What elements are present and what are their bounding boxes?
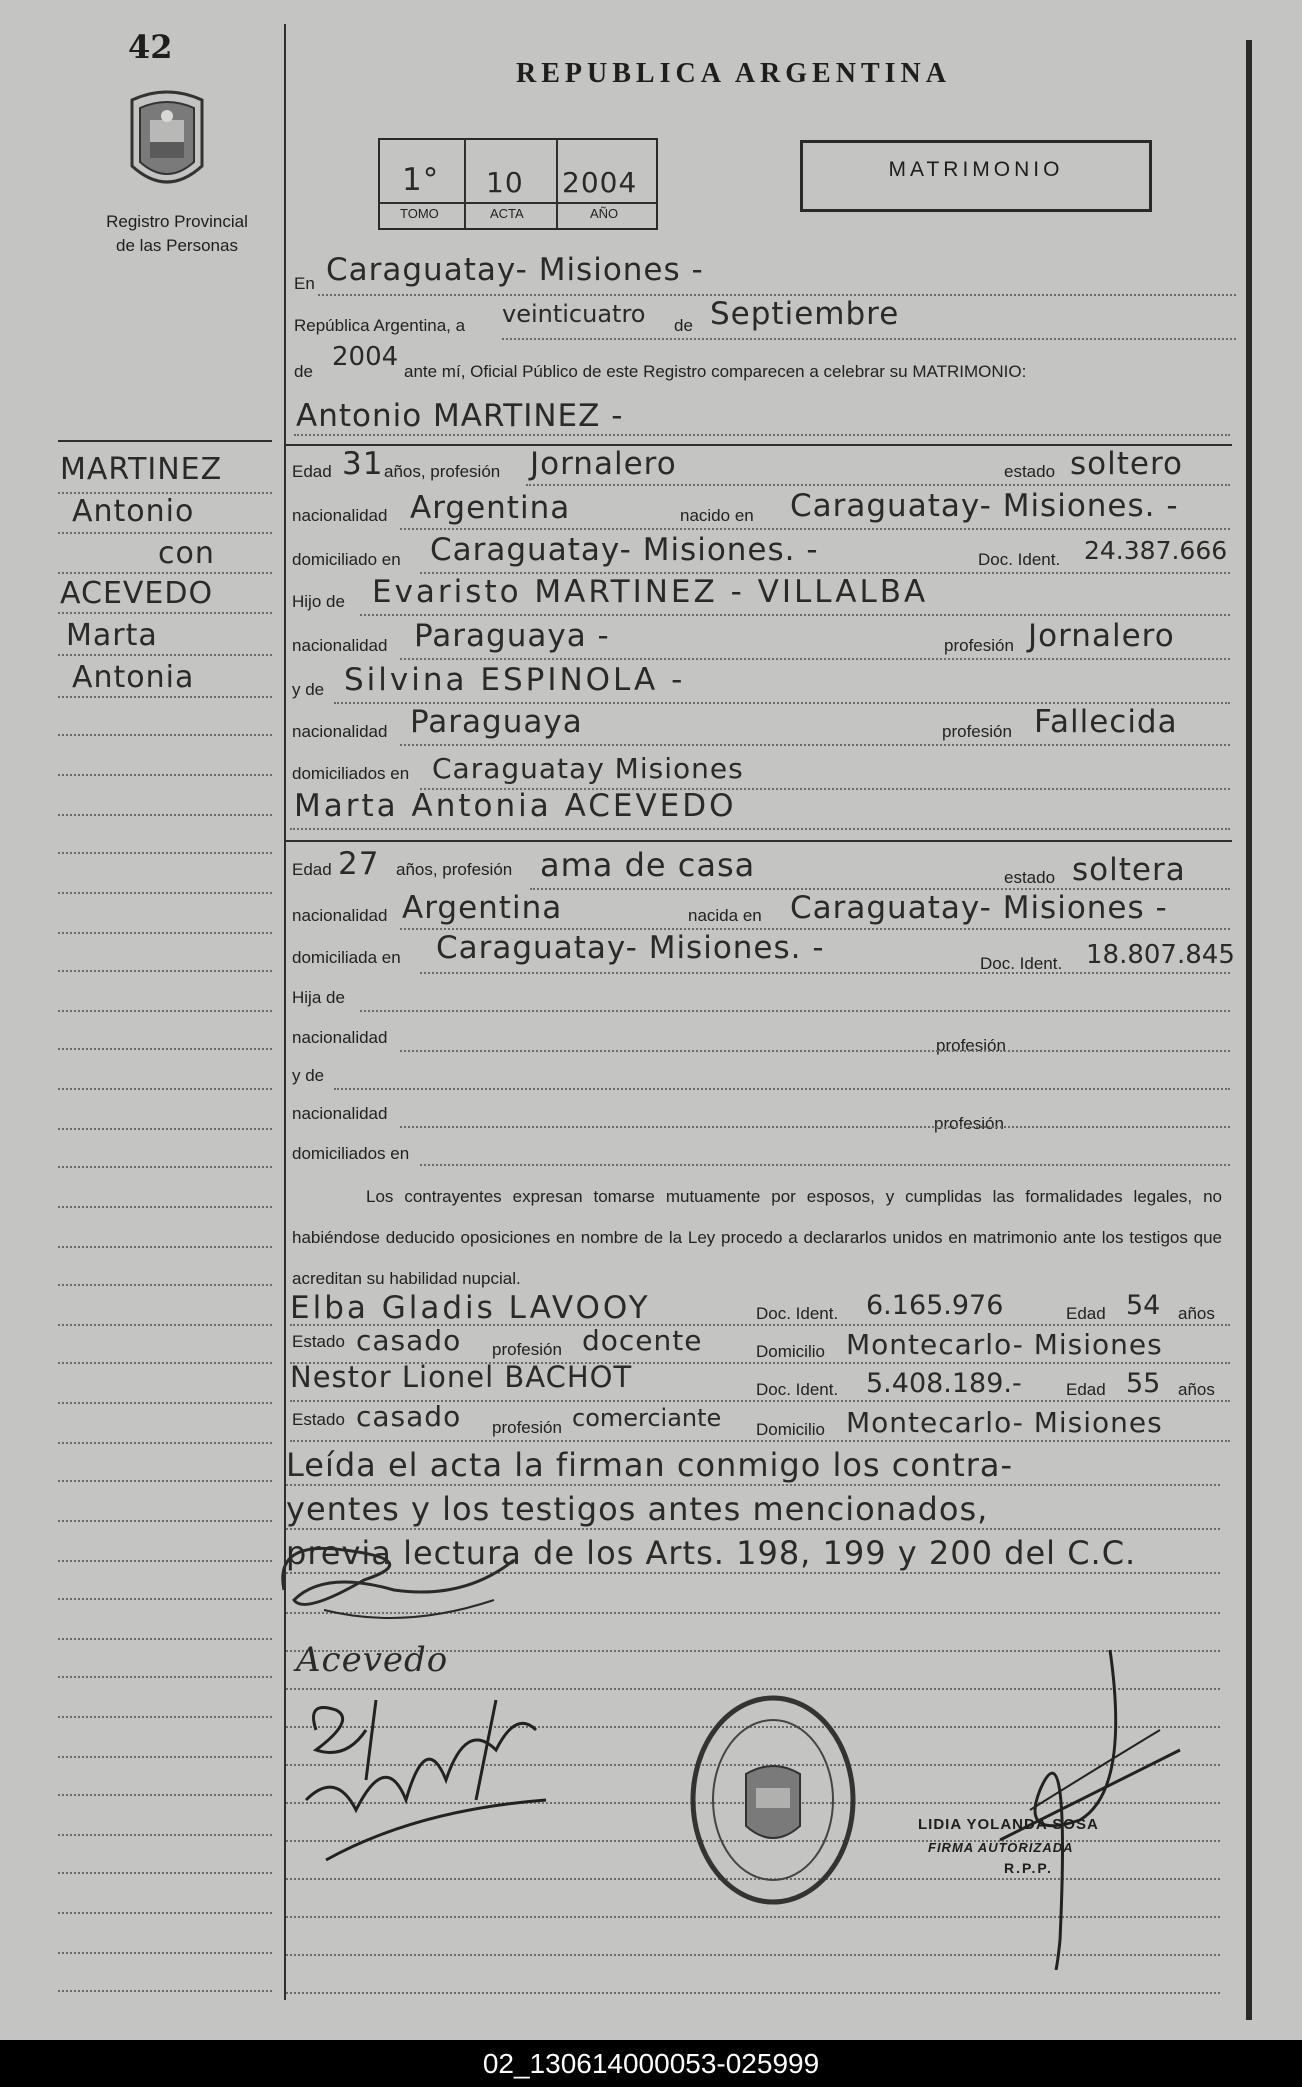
bride-edad-label: Edad [292, 860, 332, 879]
witness2-doc-label: Doc. Ident. [756, 1380, 839, 1399]
bride-prof3-label: profesión [934, 1114, 1004, 1133]
margin-header-rule [58, 440, 272, 442]
witness2-edad: 55 [1126, 1368, 1161, 1399]
groom-yde-label: y de [292, 680, 325, 699]
tomo-value: 1° [402, 162, 440, 198]
record-type: MATRIMONIO [888, 158, 1064, 181]
republica-label: República Argentina, a [294, 316, 466, 335]
groom-madre-prof: Fallecida [1034, 704, 1178, 740]
ano-label: AÑO [590, 206, 619, 221]
officer-signature [960, 1640, 1200, 1970]
groom-doc: 24.387.666 [1084, 536, 1228, 565]
groom-padres-dom: Caraguatay Misiones [432, 752, 744, 785]
witness1-name: Elba Gladis LAVOOY [290, 1290, 651, 1326]
officer-title: FIRMA AUTORIZADA [928, 1840, 1074, 1855]
groom-nacionalidad: Argentina [410, 490, 571, 526]
witness1-anos-label: años [1178, 1304, 1215, 1323]
tomo-label: TOMO [400, 206, 439, 221]
groom-padres-dom-label: domiciliados en [292, 764, 410, 783]
groom-signature [264, 1520, 544, 1630]
witness2-estado-label: Estado [292, 1410, 345, 1429]
witness2-name: Nestor Lionel BACHOT [290, 1360, 633, 1394]
groom-estado: soltero [1070, 446, 1183, 482]
margin-name-groom: Antonio [72, 494, 195, 529]
margin-surname-groom: MARTINEZ [60, 452, 223, 487]
margin-con: con [158, 536, 215, 571]
margin-name-bride: Marta [66, 618, 158, 653]
bride-domicilio: Caraguatay- Misiones. - [436, 930, 825, 966]
groom-padre-nac-label: nacionalidad [292, 636, 388, 655]
groom-padre: Evaristo MARTINEZ - VILLALBA [372, 574, 929, 610]
bride-heading-name: Marta Antonia ACEVEDO [294, 788, 737, 824]
acta-value: 10 [486, 166, 524, 199]
bride-nacida-label: nacida en [688, 906, 762, 925]
groom-doc-label: Doc. Ident. [978, 550, 1061, 569]
groom-heading-name: Antonio MARTINEZ - [296, 398, 624, 434]
witness1-dom-label: Domicilio [756, 1342, 825, 1361]
bride-signature: Acevedo [296, 1640, 449, 1680]
bride-doc: 18.807.845 [1086, 940, 1235, 970]
witness2-profesion: comerciante [572, 1404, 722, 1432]
bride-edad: 27 [338, 846, 380, 882]
witness1-estado: casado [356, 1324, 462, 1357]
witness2-anos-label: años [1178, 1380, 1215, 1399]
intro-day: veinticuatro [502, 300, 646, 328]
bride-nac2-label: nacionalidad [292, 1028, 388, 1047]
intro-month: Septiembre [710, 296, 900, 332]
ante-text: ante mí, Oficial Público de este Registro comparecen a celebrar su MATRIMONIO: [404, 362, 1027, 381]
witness1-estado-label: Estado [292, 1332, 345, 1351]
margin-name-bride-2: Antonia [72, 660, 195, 695]
witness1-prof-label: profesión [492, 1340, 562, 1359]
en-label: En [294, 274, 315, 293]
witness-signatures [296, 1690, 556, 1870]
witness2-edad-label: Edad [1066, 1380, 1106, 1399]
groom-nacido-label: nacido en [680, 506, 754, 525]
bride-doc-label: Doc. Ident. [980, 954, 1063, 973]
groom-dom-label: domiciliado en [292, 550, 401, 569]
declaration-text: Los contrayentes expresan tomarse mutuamente por esposos, y cumplidas las formalidades legales, no habiéndose deducido oposiciones en nombre de la Ley procedo a declararlos unidos en matrimonio ante los testigos que acreditan su habilidad nupcial. [292, 1187, 1222, 1288]
de-label: de [674, 316, 693, 335]
witness2-dom-label: Domicilio [756, 1420, 825, 1439]
witness2-estado: casado [356, 1400, 462, 1433]
bride-profesion: ama de casa [540, 846, 756, 884]
bride-anos-label: años, profesión [396, 860, 513, 879]
groom-padre-prof: Jornalero [1028, 618, 1175, 654]
closing-line-2: yentes y los testigos antes mencionados, [286, 1490, 989, 1528]
groom-edad-label: Edad [292, 462, 332, 481]
witness1-edad: 54 [1126, 1290, 1161, 1321]
registry-label-2: de las Personas [116, 236, 238, 255]
witness2-doc: 5.408.189.- [866, 1368, 1022, 1399]
witness1-edad-label: Edad [1066, 1304, 1106, 1323]
witness2-prof-label: profesión [492, 1418, 562, 1437]
groom-nacido: Caraguatay- Misiones. - [790, 488, 1179, 524]
groom-nac-label: nacionalidad [292, 506, 388, 525]
bride-dom-label: domiciliada en [292, 948, 401, 967]
groom-edad: 31 [342, 446, 384, 482]
de2-label: de [294, 362, 313, 381]
bride-yde-label: y de [292, 1066, 325, 1085]
groom-anos-label: años, profesión [384, 462, 501, 481]
official-stamp [688, 1694, 858, 1906]
bride-estado-label: estado [1004, 868, 1056, 887]
bride-hija-label: Hija de [292, 988, 345, 1007]
intro-year: 2004 [332, 342, 399, 372]
acta-label: ACTA [490, 206, 524, 221]
witness1-doc-label: Doc. Ident. [756, 1304, 839, 1323]
groom-hijo-label: Hijo de [292, 592, 345, 611]
witness1-profesion: docente [582, 1324, 703, 1357]
ano-value: 2004 [562, 166, 638, 199]
witness1-domicilio: Montecarlo- Misiones [846, 1328, 1163, 1361]
groom-estado-label: estado [1004, 462, 1056, 481]
bride-nac-label: nacionalidad [292, 906, 388, 925]
column-divider [284, 24, 286, 2000]
groom-domicilio: Caraguatay- Misiones. - [430, 532, 819, 568]
groom-padre-prof-label: profesión [944, 636, 1014, 655]
bride-nacida: Caraguatay- Misiones - [790, 890, 1168, 926]
bride-dom2-label: domiciliados en [292, 1144, 410, 1163]
officer-org: R.P.P. [1004, 1860, 1053, 1876]
page-number: 42 [128, 28, 173, 66]
bride-estado: soltera [1072, 852, 1186, 888]
country-title: REPUBLICA ARGENTINA [516, 58, 951, 89]
officer-name: LIDIA YOLANDA SOSA [918, 1816, 1099, 1833]
witness1-doc: 6.165.976 [866, 1290, 1004, 1321]
witness2-domicilio: Montecarlo- Misiones [846, 1406, 1163, 1439]
groom-madre-nac: Paraguaya [410, 704, 583, 740]
registry-label: Registro Provincial [106, 212, 248, 231]
groom-madre-prof-label: profesión [942, 722, 1012, 741]
bride-prof2-label: profesión [936, 1036, 1006, 1055]
closing-line-3: previa lectura de los Arts. 198, 199 y 200 del C.C. [286, 1534, 1137, 1572]
groom-madre-nac-label: nacionalidad [292, 722, 388, 741]
groom-madre: Silvina ESPINOLA - [344, 662, 686, 698]
bride-nac3-label: nacionalidad [292, 1104, 388, 1123]
intro-place: Caraguatay- Misiones - [326, 252, 704, 288]
bride-nacionalidad: Argentina [402, 890, 563, 926]
margin-surname-bride: ACEVEDO [60, 576, 214, 611]
closing-line-1: Leída el acta la firman conmigo los contra- [286, 1446, 1014, 1484]
provincial-seal-logo [126, 86, 208, 198]
groom-padre-nac: Paraguaya - [414, 618, 610, 654]
footer-document-id: 02_130614000053-025999 [0, 2040, 1302, 2087]
groom-profesion: Jornalero [530, 446, 677, 482]
